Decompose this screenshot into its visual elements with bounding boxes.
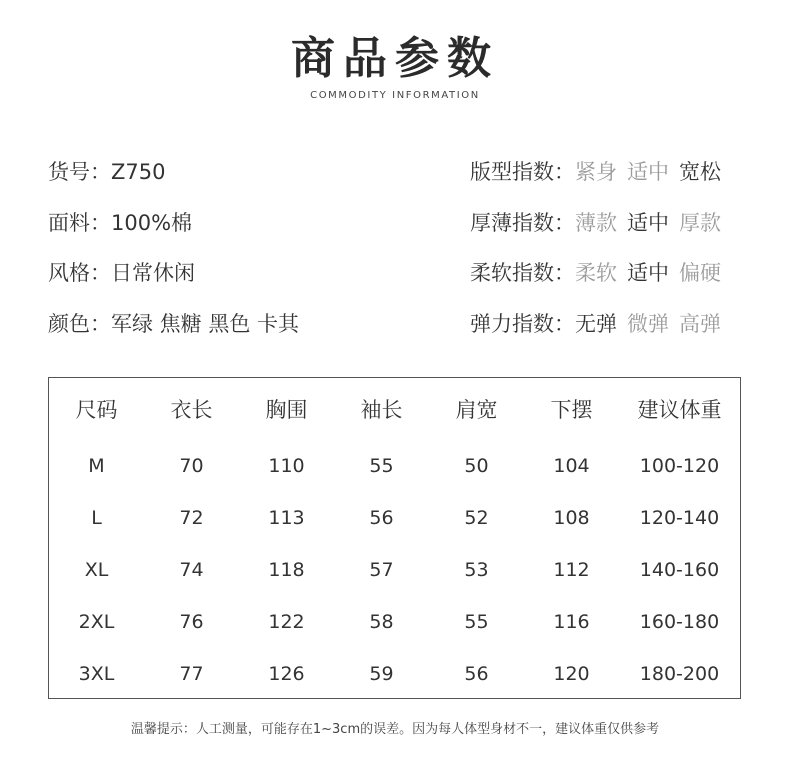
spec-item-fabric	[48, 203, 192, 243]
spec-option: 偏硬	[679, 261, 721, 285]
table-cell: L	[91, 507, 102, 529]
table-header-cell: 衣长	[170, 398, 213, 422]
spec-row	[48, 203, 748, 254]
table-body	[49, 440, 740, 700]
table-cell: 55	[464, 611, 489, 633]
table-header-cell: 下摆	[550, 398, 593, 422]
spec-option: 高弹	[679, 311, 721, 336]
table-cell: 126	[268, 663, 305, 685]
table-row	[49, 544, 740, 596]
table-cell: 140-160	[639, 559, 720, 581]
table-cell: 110	[268, 455, 305, 477]
spec-softness-index	[470, 253, 721, 293]
table-cell: 52	[464, 507, 489, 529]
size-table	[48, 377, 741, 699]
spec-label: 柔软指数：	[470, 261, 575, 285]
spec-label: 颜色：	[48, 311, 111, 336]
table-header-row	[49, 378, 740, 440]
spec-item-style	[48, 253, 195, 293]
table-cell: 100-120	[639, 455, 720, 477]
spec-label: 风格：	[48, 261, 111, 285]
table-header-cell: 袖长	[360, 398, 403, 422]
table-cell: 74	[179, 559, 204, 581]
spec-label: 面料：	[48, 210, 111, 235]
table-cell: 118	[268, 559, 305, 581]
spec-list	[48, 152, 748, 354]
table-cell: 160-180	[639, 611, 720, 633]
table-cell: 76	[179, 611, 204, 633]
table-cell: 113	[268, 507, 305, 529]
spec-row	[48, 152, 748, 203]
spec-item-code	[48, 152, 165, 192]
table-cell: 2XL	[78, 611, 115, 633]
spec-item-color	[48, 304, 299, 344]
table-cell: 112	[553, 559, 590, 581]
table-header-cell: 肩宽	[455, 398, 498, 422]
spec-option: 柔软	[575, 261, 617, 285]
table-header-cell: 建议体重	[637, 398, 722, 422]
spec-row	[48, 304, 748, 355]
table-cell: 53	[464, 559, 489, 581]
table-cell: 116	[553, 611, 590, 633]
spec-value: 日常休闲	[111, 261, 195, 285]
spec-option: 紧身	[575, 160, 617, 184]
spec-row	[48, 253, 748, 304]
spec-option: 薄款	[575, 210, 617, 235]
table-cell: 180-200	[639, 663, 720, 685]
table-cell: 55	[369, 455, 394, 477]
spec-label: 版型指数：	[470, 160, 575, 184]
table-cell: 56	[369, 507, 394, 529]
table-cell: 77	[179, 663, 204, 685]
table-cell: XL	[84, 559, 109, 581]
table-cell: 58	[369, 611, 394, 633]
table-cell: 57	[369, 559, 394, 581]
spec-label: 弹力指数：	[470, 311, 575, 336]
spec-option: 厚款	[679, 210, 721, 235]
spec-option: 适中	[627, 210, 669, 235]
spec-option: 适中	[627, 160, 669, 184]
table-cell: 50	[464, 455, 489, 477]
spec-option: 微弹	[627, 311, 669, 336]
measurement-note: 温馨提示：人工测量，可能存在1~3cm的误差。因为每人体型身材不一，建议体重仅供参考	[130, 722, 660, 737]
table-cell: 3XL	[78, 663, 115, 685]
table-row	[49, 440, 740, 492]
spec-option: 宽松	[679, 160, 721, 184]
table-header-cell: 胸围	[265, 398, 308, 422]
spec-option: 适中	[627, 261, 669, 285]
spec-label: 厚薄指数：	[470, 210, 575, 235]
spec-label: 货号：	[48, 160, 111, 184]
table-cell: 120-140	[639, 507, 720, 529]
table-cell: 108	[553, 507, 590, 529]
spec-thickness-index	[470, 203, 721, 243]
table-cell: 120	[553, 663, 590, 685]
table-cell: M	[88, 455, 105, 477]
table-cell: 59	[369, 663, 394, 685]
spec-elasticity-index	[470, 304, 721, 344]
table-cell: 56	[464, 663, 489, 685]
table-row	[49, 648, 740, 700]
table-cell: 122	[268, 611, 305, 633]
page-subtitle: COMMODITY INFORMATION	[310, 90, 480, 101]
table-cell: 72	[179, 507, 204, 529]
table-cell: 104	[553, 455, 590, 477]
spec-fit-index	[470, 152, 721, 192]
spec-value: 军绿 焦糖 黑色 卡其	[111, 311, 300, 336]
spec-option: 无弹	[575, 311, 617, 336]
spec-value: Z750	[111, 160, 166, 184]
spec-value: 100%棉	[111, 210, 193, 235]
table-row	[49, 492, 740, 544]
table-row	[49, 596, 740, 648]
table-header-cell: 尺码	[75, 398, 118, 422]
table-cell: 70	[179, 455, 204, 477]
page-title: 商品参数	[291, 33, 499, 84]
